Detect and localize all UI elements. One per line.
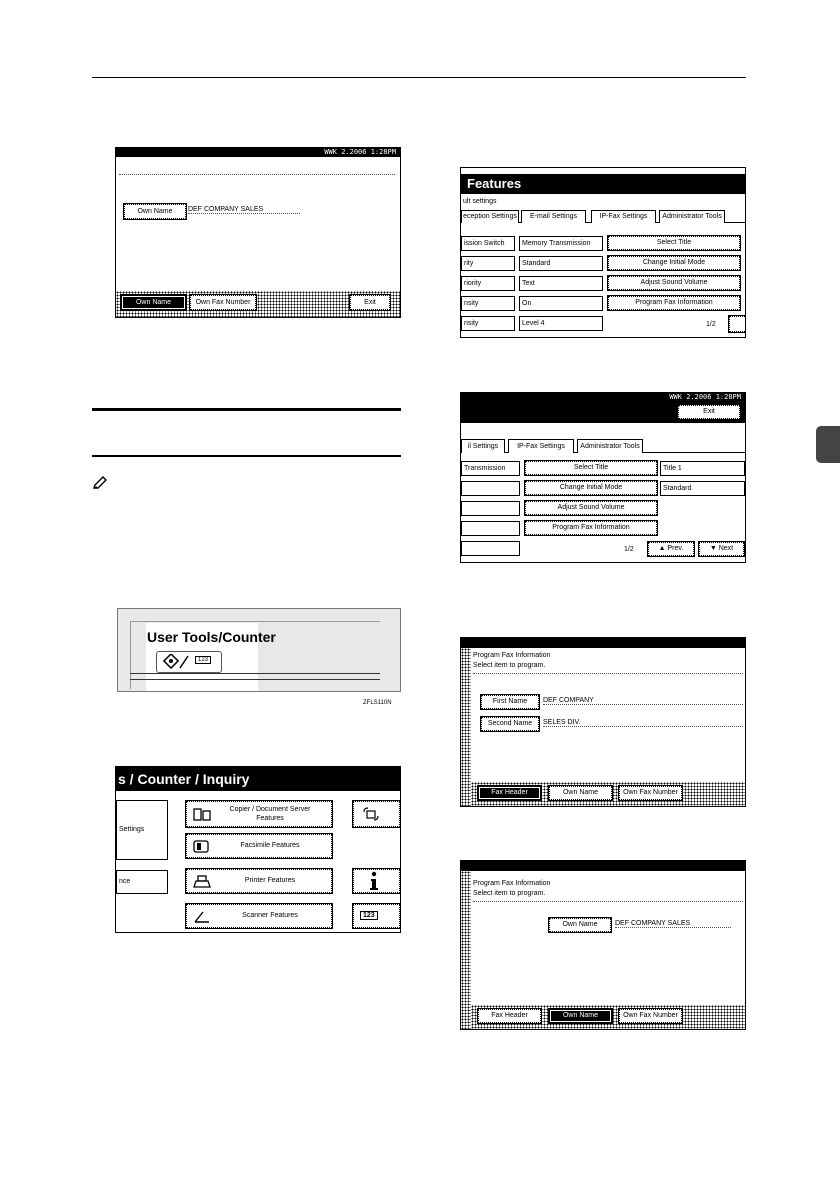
setting-value: Level 4 — [519, 316, 603, 331]
screen-top-bar — [461, 861, 745, 871]
scanner-icon — [193, 910, 211, 923]
tab-fax-header[interactable]: Fax Header — [478, 786, 541, 800]
next-button[interactable]: ▼ Next — [699, 542, 744, 556]
adjust-sound-volume-button[interactable]: Adjust Sound Volume — [608, 276, 740, 290]
setting-value: On — [519, 296, 603, 311]
tab-own-name[interactable]: Own Name — [549, 1009, 612, 1023]
counter-key-text: 123 — [195, 656, 211, 664]
first-name-value: DEF COMPANY — [543, 697, 743, 705]
select-title-button[interactable]: Select Title — [608, 236, 740, 250]
scanner-features-button[interactable] — [186, 904, 332, 928]
features-subtitle: ult settings — [463, 198, 497, 205]
page-indicator: 1/2 — [706, 321, 716, 328]
select-item-prompt: Select item to program. — [473, 890, 546, 897]
screen-side-pattern — [461, 648, 471, 806]
setting-label[interactable]: nsity — [461, 316, 515, 331]
facsimile-features-button[interactable] — [186, 834, 332, 858]
setting-label[interactable]: rity — [461, 256, 515, 271]
screen-fax-header — [460, 637, 746, 807]
setting-label[interactable] — [461, 501, 520, 516]
setting-value: Standard — [519, 256, 603, 271]
divider — [473, 673, 743, 674]
user-tools-key[interactable] — [156, 651, 222, 673]
tab-email-settings[interactable]: E-mail Settings — [521, 210, 586, 223]
first-name-button[interactable]: First Name — [481, 695, 539, 709]
language-button[interactable] — [353, 801, 400, 827]
tab-own-fax-number[interactable]: Own Fax Number — [619, 786, 682, 800]
second-name-button[interactable]: Second Name — [481, 717, 539, 731]
maintenance-button[interactable]: nce — [116, 870, 168, 894]
panel-inner-line — [130, 621, 380, 622]
counter-icon: 123 — [360, 911, 378, 920]
copier-icon — [193, 808, 211, 821]
screen-features-exit — [460, 392, 746, 563]
features-title: Features — [461, 174, 745, 194]
second-name-value: SELES DIV. — [543, 719, 743, 727]
setting-label[interactable]: ission Switch — [461, 236, 515, 251]
user-tools-panel — [117, 608, 401, 692]
setting-label[interactable]: riority — [461, 276, 515, 291]
tab-administrator-tools[interactable]: Administrator Tools — [659, 210, 725, 223]
prev-button[interactable]: ▲ Prev. — [648, 542, 694, 556]
prev-button[interactable] — [729, 316, 746, 332]
select-item-prompt: Select item to program. — [473, 662, 546, 669]
screen-top-bar — [461, 638, 745, 648]
adjust-sound-volume-button[interactable]: Adjust Sound Volume — [525, 501, 657, 515]
status-bar: WWK 2.2006 1:28PM — [116, 148, 400, 157]
system-settings-button[interactable] — [116, 800, 168, 860]
system-settings-label: Settings — [119, 826, 145, 833]
tab-administrator-tools[interactable]: Administrator Tools — [577, 439, 643, 453]
tab-email-settings[interactable]: il Settings — [461, 439, 505, 453]
title-value: Title 1 — [660, 461, 745, 476]
change-initial-mode-button[interactable]: Change Initial Mode — [525, 481, 657, 495]
own-name-value: DEF COMPANY SALES — [615, 920, 731, 928]
tab-fax-header[interactable]: Fax Header — [478, 1009, 541, 1023]
menu-title: s / Counter / Inquiry — [116, 767, 400, 791]
language-icon — [362, 807, 380, 821]
section-rule-bottom — [92, 455, 401, 457]
scanner-features-label: Scanner Features — [242, 912, 298, 919]
change-initial-mode-button[interactable]: Change Initial Mode — [608, 256, 740, 270]
screen-own-name-program — [460, 860, 746, 1030]
user-tools-icon — [163, 654, 193, 670]
tab-own-fax-number[interactable]: Own Fax Number — [619, 1009, 682, 1023]
chapter-tab — [816, 426, 840, 463]
user-tools-label: User Tools/Counter — [147, 629, 276, 645]
inquiry-button[interactable] — [353, 869, 400, 893]
facsimile-features-label: Facsimile Features — [240, 842, 300, 849]
fax-icon — [193, 840, 211, 853]
setting-label[interactable] — [461, 481, 520, 496]
info-icon — [368, 871, 380, 891]
panel-line — [130, 673, 380, 674]
exit-button[interactable]: Exit — [678, 405, 740, 419]
screen-user-tools-menu — [115, 766, 401, 933]
setting-label[interactable] — [461, 521, 520, 536]
setting-label[interactable]: Transmission — [461, 461, 520, 476]
divider — [473, 901, 743, 902]
tab-reception-settings[interactable]: eception Settings — [461, 210, 519, 223]
header-rule — [92, 77, 746, 78]
screen-side-pattern — [461, 871, 471, 1029]
setting-value: Text — [519, 276, 603, 291]
tab-ip-fax-settings[interactable]: IP-Fax Settings — [591, 210, 656, 223]
initial-mode-value: Standard — [660, 481, 745, 496]
figure-caption: ZFLS110N — [363, 700, 392, 706]
tab-own-fax-number[interactable]: Own Fax Number — [190, 295, 256, 310]
page-indicator: 1/2 — [624, 546, 634, 553]
printer-features-label: Printer Features — [244, 877, 296, 884]
program-fax-information-button[interactable]: Program Fax Information — [608, 296, 740, 310]
screen-own-name — [115, 147, 401, 318]
own-name-value: DEF COMPANY SALES — [188, 206, 300, 214]
setting-label[interactable]: nsity — [461, 296, 515, 311]
own-name-button[interactable]: Own Name — [549, 918, 611, 932]
printer-features-button[interactable] — [186, 869, 332, 893]
tab-own-name[interactable]: Own Name — [549, 786, 612, 800]
program-fax-header: Program Fax Information — [473, 880, 551, 887]
setting-label[interactable] — [461, 541, 520, 556]
exit-button[interactable]: Exit — [350, 295, 390, 310]
program-fax-header: Program Fax Information — [473, 652, 551, 659]
counter-button[interactable] — [353, 904, 400, 928]
section-rule-top — [92, 408, 401, 411]
program-fax-information-button[interactable]: Program Fax Information — [525, 521, 657, 535]
copier-features-label: Copier / Document Server Features — [229, 806, 311, 822]
own-name-button[interactable]: Own Name — [124, 204, 186, 219]
setting-value: Memory Transmission — [519, 236, 603, 251]
panel-line — [130, 679, 380, 680]
screen-features — [460, 167, 746, 338]
copier-features-button[interactable] — [186, 801, 332, 827]
tab-own-name[interactable]: Own Name — [121, 295, 186, 310]
select-title-button[interactable]: Select Title — [525, 461, 657, 475]
status-bar: WWK 2.2006 1:28PM — [461, 393, 745, 402]
note-pencil-icon — [92, 475, 108, 491]
tab-ip-fax-settings[interactable]: IP-Fax Settings — [508, 439, 574, 453]
divider — [119, 174, 395, 175]
printer-icon — [193, 875, 211, 888]
